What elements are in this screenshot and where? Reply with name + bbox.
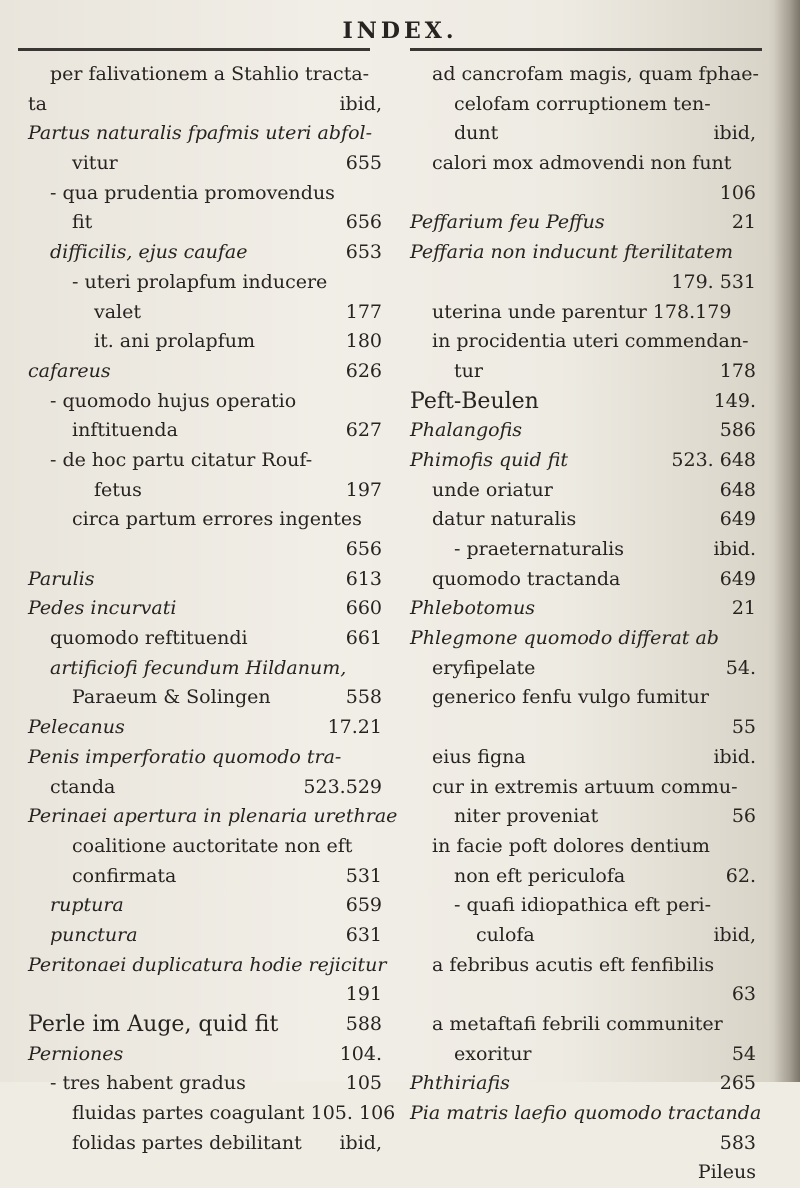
index-entry <box>28 476 388 506</box>
index-entry <box>410 149 762 179</box>
index-entry-page: 177 <box>345 300 382 323</box>
index-entry-term: fluidas partes coagulant 105. 106 <box>72 1102 396 1125</box>
page-edge-shadow <box>774 0 800 1082</box>
index-entry-page: 627 <box>345 419 382 442</box>
index-entry <box>28 1010 388 1040</box>
index-entry <box>28 238 388 268</box>
index-entry-term: - qua prudentia promovendus <box>50 181 335 204</box>
index-entry-page: 659 <box>345 894 382 917</box>
index-entry-page: 523. 648 <box>671 448 756 471</box>
index-entry-term: coalitione auctoritate non eft <box>72 834 353 857</box>
index-entry-page: 17.21 <box>327 716 382 739</box>
index-entry <box>410 357 762 387</box>
index-entry <box>410 773 762 803</box>
header-rule-right <box>410 48 762 51</box>
index-entry-term: vitur <box>72 152 118 175</box>
index-entry-page: 265 <box>719 1072 756 1095</box>
index-entry <box>28 298 388 328</box>
index-entry-term: tur <box>454 359 483 382</box>
index-entry-page: ibid. <box>713 745 756 768</box>
index-entry <box>28 862 388 892</box>
index-entry-page: 21 <box>731 211 756 234</box>
index-entry <box>28 773 388 803</box>
index-entry-term: in facie poft dolores dentium <box>432 834 710 857</box>
index-entry-term: Phthiriafis <box>410 1072 510 1095</box>
index-entry <box>410 1010 762 1040</box>
index-entry <box>28 713 388 743</box>
index-entry <box>28 119 388 149</box>
index-entry-page: 558 <box>345 686 382 709</box>
index-entry <box>28 683 388 713</box>
index-entry <box>28 802 398 832</box>
index-entry-term: cur in extremis artuum commu- <box>432 775 738 798</box>
index-entry <box>410 298 762 328</box>
index-entry-term: Peffarium feu Peffus <box>410 211 605 234</box>
index-entry-page: 656 <box>345 211 382 234</box>
index-entry-page: 588 <box>345 1013 382 1035</box>
index-entry-term: unde oriatur <box>432 478 553 501</box>
index-entry <box>410 535 762 565</box>
index-entry-term: quomodo tractanda <box>432 567 621 590</box>
index-entry-term: eryfipelate <box>432 656 536 679</box>
index-entry <box>28 179 388 209</box>
index-entry-term: per falivationem a Stahlio tracta- <box>50 63 370 85</box>
index-entry-page: 655 <box>345 152 382 175</box>
index-entry <box>410 980 762 1010</box>
index-entry-page: 54. <box>725 656 756 679</box>
index-entry <box>410 476 762 506</box>
index-entry-page: 531 <box>345 864 382 887</box>
index-entry-page: 523.529 <box>303 775 382 798</box>
index-entry-term: Peritonaei duplicatura hodie rejicitur <box>28 953 387 976</box>
index-entry <box>410 179 762 209</box>
header-rule-left <box>18 48 370 51</box>
index-entry-page: 197 <box>345 478 382 501</box>
index-entry-term: - quomodo hujus operatio <box>50 389 297 412</box>
index-entry-term: exoritur <box>454 1042 532 1065</box>
index-entry <box>28 505 388 535</box>
index-entry <box>410 951 762 981</box>
index-entry-term: quomodo reftituendi <box>50 627 248 650</box>
index-entry <box>410 1040 762 1070</box>
index-entry <box>28 446 388 476</box>
index-entry-term: ruptura <box>50 894 124 917</box>
index-entry <box>410 802 762 832</box>
index-entry-page: 583 <box>719 1131 756 1154</box>
index-entry-page: Pileus <box>697 1161 756 1184</box>
index-entry <box>28 1040 388 1070</box>
index-entry <box>410 862 762 892</box>
index-entry-term: generico fenfu vulgo fumitur <box>432 686 709 709</box>
index-entry <box>410 683 762 713</box>
index-entry <box>28 416 388 446</box>
index-entry <box>28 891 388 921</box>
index-entry-page: 613 <box>345 567 382 590</box>
index-entry-term: inftituenda <box>72 419 178 442</box>
index-entry <box>28 1069 388 1099</box>
index-entry-term: dunt <box>454 122 499 145</box>
index-entry-page: ibid, <box>713 122 756 145</box>
index-entry-term: Phlebotomus <box>410 597 536 620</box>
index-entry <box>410 1099 762 1129</box>
index-entry <box>28 594 388 624</box>
index-entry-term: celofam corruptionem ten- <box>454 92 711 115</box>
index-entry-term: Penis imperforatio quomodo tra- <box>28 745 342 768</box>
index-entry-term: calori mox admovendi non funt <box>432 152 732 175</box>
index-entry-term: valet <box>94 300 142 323</box>
index-entry <box>410 90 762 120</box>
index-entry-term: non eft periculofa <box>454 864 626 887</box>
index-entry-term: eius figna <box>432 745 526 768</box>
index-entry-term: culofa <box>476 923 535 946</box>
index-entry-page: 106 <box>719 181 756 204</box>
index-entry <box>410 594 762 624</box>
index-entry <box>28 565 388 595</box>
index-entry-page: 656 <box>345 538 382 560</box>
index-entry <box>410 1069 762 1099</box>
index-entry-term: in procidentia uteri commendan- <box>432 330 749 353</box>
index-entry <box>410 327 762 357</box>
index-entry-page: 179. 531 <box>671 270 756 293</box>
index-entry-term: circa partum errores ingentes <box>72 508 362 531</box>
index-entry-term: datur naturalis <box>432 508 577 531</box>
index-entry-page: 586 <box>719 419 756 442</box>
index-entry-term: Phalangofis <box>410 419 523 442</box>
index-entry <box>410 713 762 743</box>
index-entry-term: Pelecanus <box>28 716 125 739</box>
index-entry-term: fetus <box>94 478 142 501</box>
index-entry <box>28 951 388 981</box>
index-entry <box>28 268 388 298</box>
index-entry-page: ibid, <box>339 1131 382 1154</box>
index-entry <box>410 505 762 535</box>
index-entry <box>28 327 388 357</box>
index-entry-page: 178 <box>719 359 756 382</box>
index-entry-term: - quafi idiopathica eft peri- <box>454 894 712 917</box>
index-entry <box>410 654 762 684</box>
index-entry-term: Peft-Beulen <box>410 388 539 414</box>
index-entry-page: 62. <box>725 864 756 887</box>
index-entry-page: 191 <box>345 983 382 1006</box>
index-entry-page: 56 <box>731 805 756 828</box>
index-entry-page: ibid, <box>713 923 756 946</box>
index-entry-term: niter proveniat <box>454 805 599 828</box>
index-entry-term: - praeternaturalis <box>454 538 624 560</box>
index-entry-page: 180 <box>345 330 382 353</box>
index-entry <box>410 743 762 773</box>
index-entry-term: Pedes incurvati <box>28 597 177 620</box>
index-entry <box>28 90 388 120</box>
index-entry-term: ta <box>28 92 47 115</box>
index-entry-page: 21 <box>731 597 756 620</box>
index-entry-page: 660 <box>345 597 382 620</box>
index-entry-page: 649 <box>719 567 756 590</box>
index-entry <box>410 416 762 446</box>
index-entry <box>410 446 762 476</box>
index-entry <box>28 654 388 684</box>
index-entry <box>410 119 762 149</box>
index-entry <box>28 1099 396 1129</box>
index-entry-page: 55 <box>731 716 756 739</box>
index-entry-term: ad cancrofam magis, quam fphae- <box>432 63 759 85</box>
index-entry <box>28 921 388 951</box>
index-entry-page: 631 <box>345 923 382 946</box>
index-entry-term: artificiofi fecundum Hildanum, <box>50 656 347 679</box>
index-entry <box>410 1129 762 1159</box>
index-entry <box>28 208 388 238</box>
index-entry-term: Partus naturalis fpafmis uteri abfol- <box>28 122 373 145</box>
index-entry <box>410 624 762 654</box>
index-entry-page: 105 <box>345 1072 382 1095</box>
index-entry <box>28 357 388 387</box>
index-column-right <box>410 60 762 1188</box>
index-entry-term: Perniones <box>28 1042 124 1065</box>
index-entry-page: 54 <box>731 1042 756 1065</box>
index-entry-page: 149. <box>713 389 756 412</box>
index-entry-term: - uteri prolapfum inducere <box>72 270 328 293</box>
index-entry-term: ctanda <box>50 775 116 798</box>
index-entry-page: 661 <box>345 627 382 650</box>
index-entry-term: difficilis, ejus caufae <box>50 241 248 264</box>
index-entry-term: punctura <box>50 923 138 946</box>
index-entry <box>28 149 388 179</box>
index-entry <box>410 60 762 90</box>
index-entry-term: Parulis <box>28 567 95 590</box>
index-entry <box>410 565 762 595</box>
index-entry <box>410 832 762 862</box>
index-entry <box>410 238 762 268</box>
index-entry <box>410 921 762 951</box>
index-entry-page: ibid. <box>713 538 756 560</box>
index-entry-term: Perle im Auge, quid fit <box>28 1012 279 1037</box>
index-entry <box>28 60 388 90</box>
index-entry-term: Phimofis quid fit <box>410 448 569 471</box>
index-entry-term: a metaftafi febrili communiter <box>432 1013 723 1035</box>
index-entry-page: 648 <box>719 478 756 501</box>
index-entry-term: Phlegmone quomodo differat ab <box>410 627 719 650</box>
index-entry-term: Perinaei apertura in plenaria urethrae <box>28 805 398 828</box>
index-entry <box>28 624 388 654</box>
index-entry-term: - de hoc partu citatur Rouf- <box>50 448 313 471</box>
index-entry <box>28 535 388 565</box>
index-column-left <box>28 60 398 1158</box>
index-entry <box>28 387 388 417</box>
index-entry-term: it. ani prolapfum <box>94 330 256 353</box>
index-entry-term: a febribus acutis eft fenfibilis <box>432 953 715 976</box>
index-entry <box>410 208 762 238</box>
index-entry <box>410 1158 762 1188</box>
index-entry <box>410 268 762 298</box>
index-entry <box>410 387 762 417</box>
index-entry-term: cafareus <box>28 359 111 382</box>
index-entry-term: Peffaria non inducunt fterilitatem <box>410 241 734 264</box>
index-entry-term: Pia matris laefio quomodo tractanda <box>410 1102 762 1125</box>
page-header: INDEX. <box>342 18 458 44</box>
index-entry <box>28 1129 388 1159</box>
index-entry-term: confirmata <box>72 864 177 887</box>
index-entry-page: 649 <box>719 508 756 531</box>
index-entry-page: 63 <box>731 983 756 1006</box>
index-entry-term: fit <box>72 211 93 234</box>
index-entry-page: 653 <box>345 241 382 264</box>
index-entry-term: uterina unde parentur 178.179 <box>432 300 732 323</box>
index-entry-page: ibid, <box>339 92 382 115</box>
index-entry-term: folidas partes debilitant <box>72 1131 302 1154</box>
index-entry <box>410 891 762 921</box>
index-entry-page: 626 <box>345 359 382 382</box>
index-entry <box>28 832 388 862</box>
index-entry-term: - tres habent gradus <box>50 1072 246 1095</box>
index-entry-page: 104. <box>339 1042 382 1065</box>
index-entry <box>28 980 388 1010</box>
index-entry <box>28 743 388 773</box>
index-entry-term: Paraeum & Solingen <box>72 686 271 709</box>
